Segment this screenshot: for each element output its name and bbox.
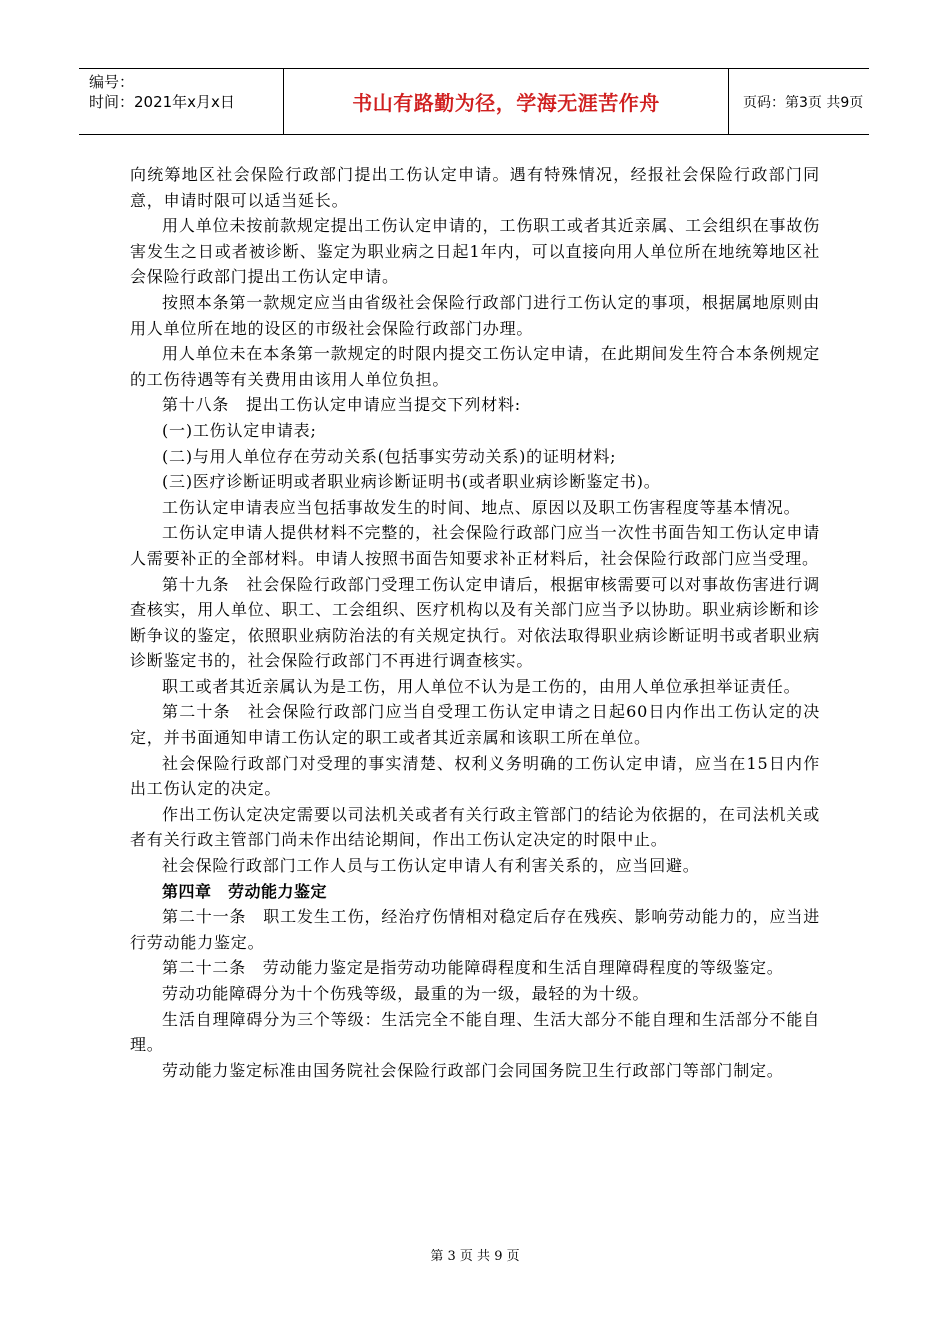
serial-number-label: 编号： [89, 73, 135, 91]
list-item: (三)医疗诊断证明或者职业病诊断证明书(或者职业病诊断鉴定书)。 [162, 472, 661, 492]
paragraph: 第二十二条 劳动能力鉴定是指劳动功能障碍程度和生活自理障碍程度的等级鉴定。 [162, 958, 784, 978]
paragraph: 社会保险行政部门对受理的事实清楚、权利义务明确的工伤认定申请，应当在15日内作出工伤认定的决定。 [130, 753, 820, 799]
document-body [130, 162, 820, 1083]
header-page-number: 页码：第3页 共9页 [743, 94, 864, 111]
paragraph: 职工或者其近亲属认为是工伤，用人单位不认为是工伤的，由用人单位承担举证责任。 [162, 676, 801, 696]
paragraph: 第二十一条 职工发生工伤，经治疗伤情相对稳定后存在残疾、影响劳动能力的，应当进行劳动能力鉴定。 [130, 907, 820, 952]
page-footer [0, 1245, 950, 1264]
footer-page-number: 第 3 页 共 9 页 [430, 1249, 520, 1264]
list-item: (二)与用人单位存在劳动关系(包括事实劳动关系)的证明材料; [162, 446, 617, 466]
paragraph: 按照本条第一款规定应当由省级社会保险行政部门进行工伤认定的事项，根据属地原则由用人单位所在地的设区的市级社会保险行政部门办理。 [130, 292, 820, 338]
paragraph: 作出工伤认定决定需要以司法机关或者有关行政主管部门的结论为依据的，在司法机关或者有关行政主管部门尚未作出结论期间，作出工伤认定决定的时限中止。 [130, 804, 820, 850]
chapter-heading: 第四章 劳动能力鉴定 [162, 881, 328, 901]
paragraph: 向统筹地区社会保险行政部门提出工伤认定申请。遇有特殊情况，经报社会保险行政部门同意，申请时限可以适当延长。 [130, 165, 820, 210]
paragraph: 第十九条 社会保险行政部门受理工伤认定申请后，根据审核需要可以对事故伤害进行调查核实，用人单位、职工、工会组织、医疗机构以及有关部门应当予以协助。职业病诊断和诊断争议的鉴定，依照职业病防治法的有关规定执行。对依法取得职业病诊断证明书或者职业病诊断鉴定书的，社会保险行政部门不再进行调查核实。 [130, 574, 820, 671]
paragraph: 工伤认定申请表应当包括事故发生的时间、地点、原因以及职工伤害程度等基本情况。 [162, 497, 801, 517]
paragraph: 劳动功能障碍分为十个伤残等级，最重的为一级，最轻的为十级。 [162, 984, 650, 1003]
header-page-cell [729, 69, 869, 134]
paragraph: 生活自理障碍分为三个等级：生活完全不能自理、生活大部分不能自理和生活部分不能自理。 [130, 1009, 820, 1055]
date-label: 时间：2021年x月x日 [89, 93, 235, 111]
paragraph: 劳动能力鉴定标准由国务院社会保险行政部门会同国务院卫生行政部门等部门制定。 [162, 1060, 784, 1080]
paragraph: 第二十条 社会保险行政部门应当自受理工伤认定申请之日起60日内作出工伤认定的决定，并书面通知申请工伤认定的职工或者其近亲属和该职工所在单位。 [130, 702, 820, 748]
paragraph: 用人单位未按前款规定提出工伤认定申请的，工伤职工或者其近亲属、工会组织在事故伤害发生之日或者被诊断、鉴定为职业病之日起1年内，可以直接向用人单位所在地统筹地区社会保险行政部门提出工伤认定申请。 [130, 216, 820, 287]
article-heading: 第十八条 提出工伤认定申请应当提交下列材料: [162, 395, 521, 415]
motto-text: 书山有路勤为径，学海无涯苦作舟 [352, 91, 660, 115]
header-meta-cell [79, 69, 284, 134]
paragraph: 工伤认定申请人提供材料不完整的，社会保险行政部门应当一次性书面告知工伤认定申请人需要补正的全部材料。申请人按照书面告知要求补正材料后，社会保险行政部门应当受理。 [130, 523, 820, 568]
list-item: (一)工伤认定申请表; [162, 420, 317, 440]
header-motto-cell [284, 69, 729, 134]
paragraph: 用人单位未在本条第一款规定的时限内提交工伤认定申请，在此期间发生符合本条例规定的工伤待遇等有关费用由该用人单位负担。 [130, 344, 820, 389]
page-header [79, 68, 869, 135]
paragraph: 社会保险行政部门工作人员与工伤认定申请人有利害关系的，应当回避。 [162, 856, 700, 876]
